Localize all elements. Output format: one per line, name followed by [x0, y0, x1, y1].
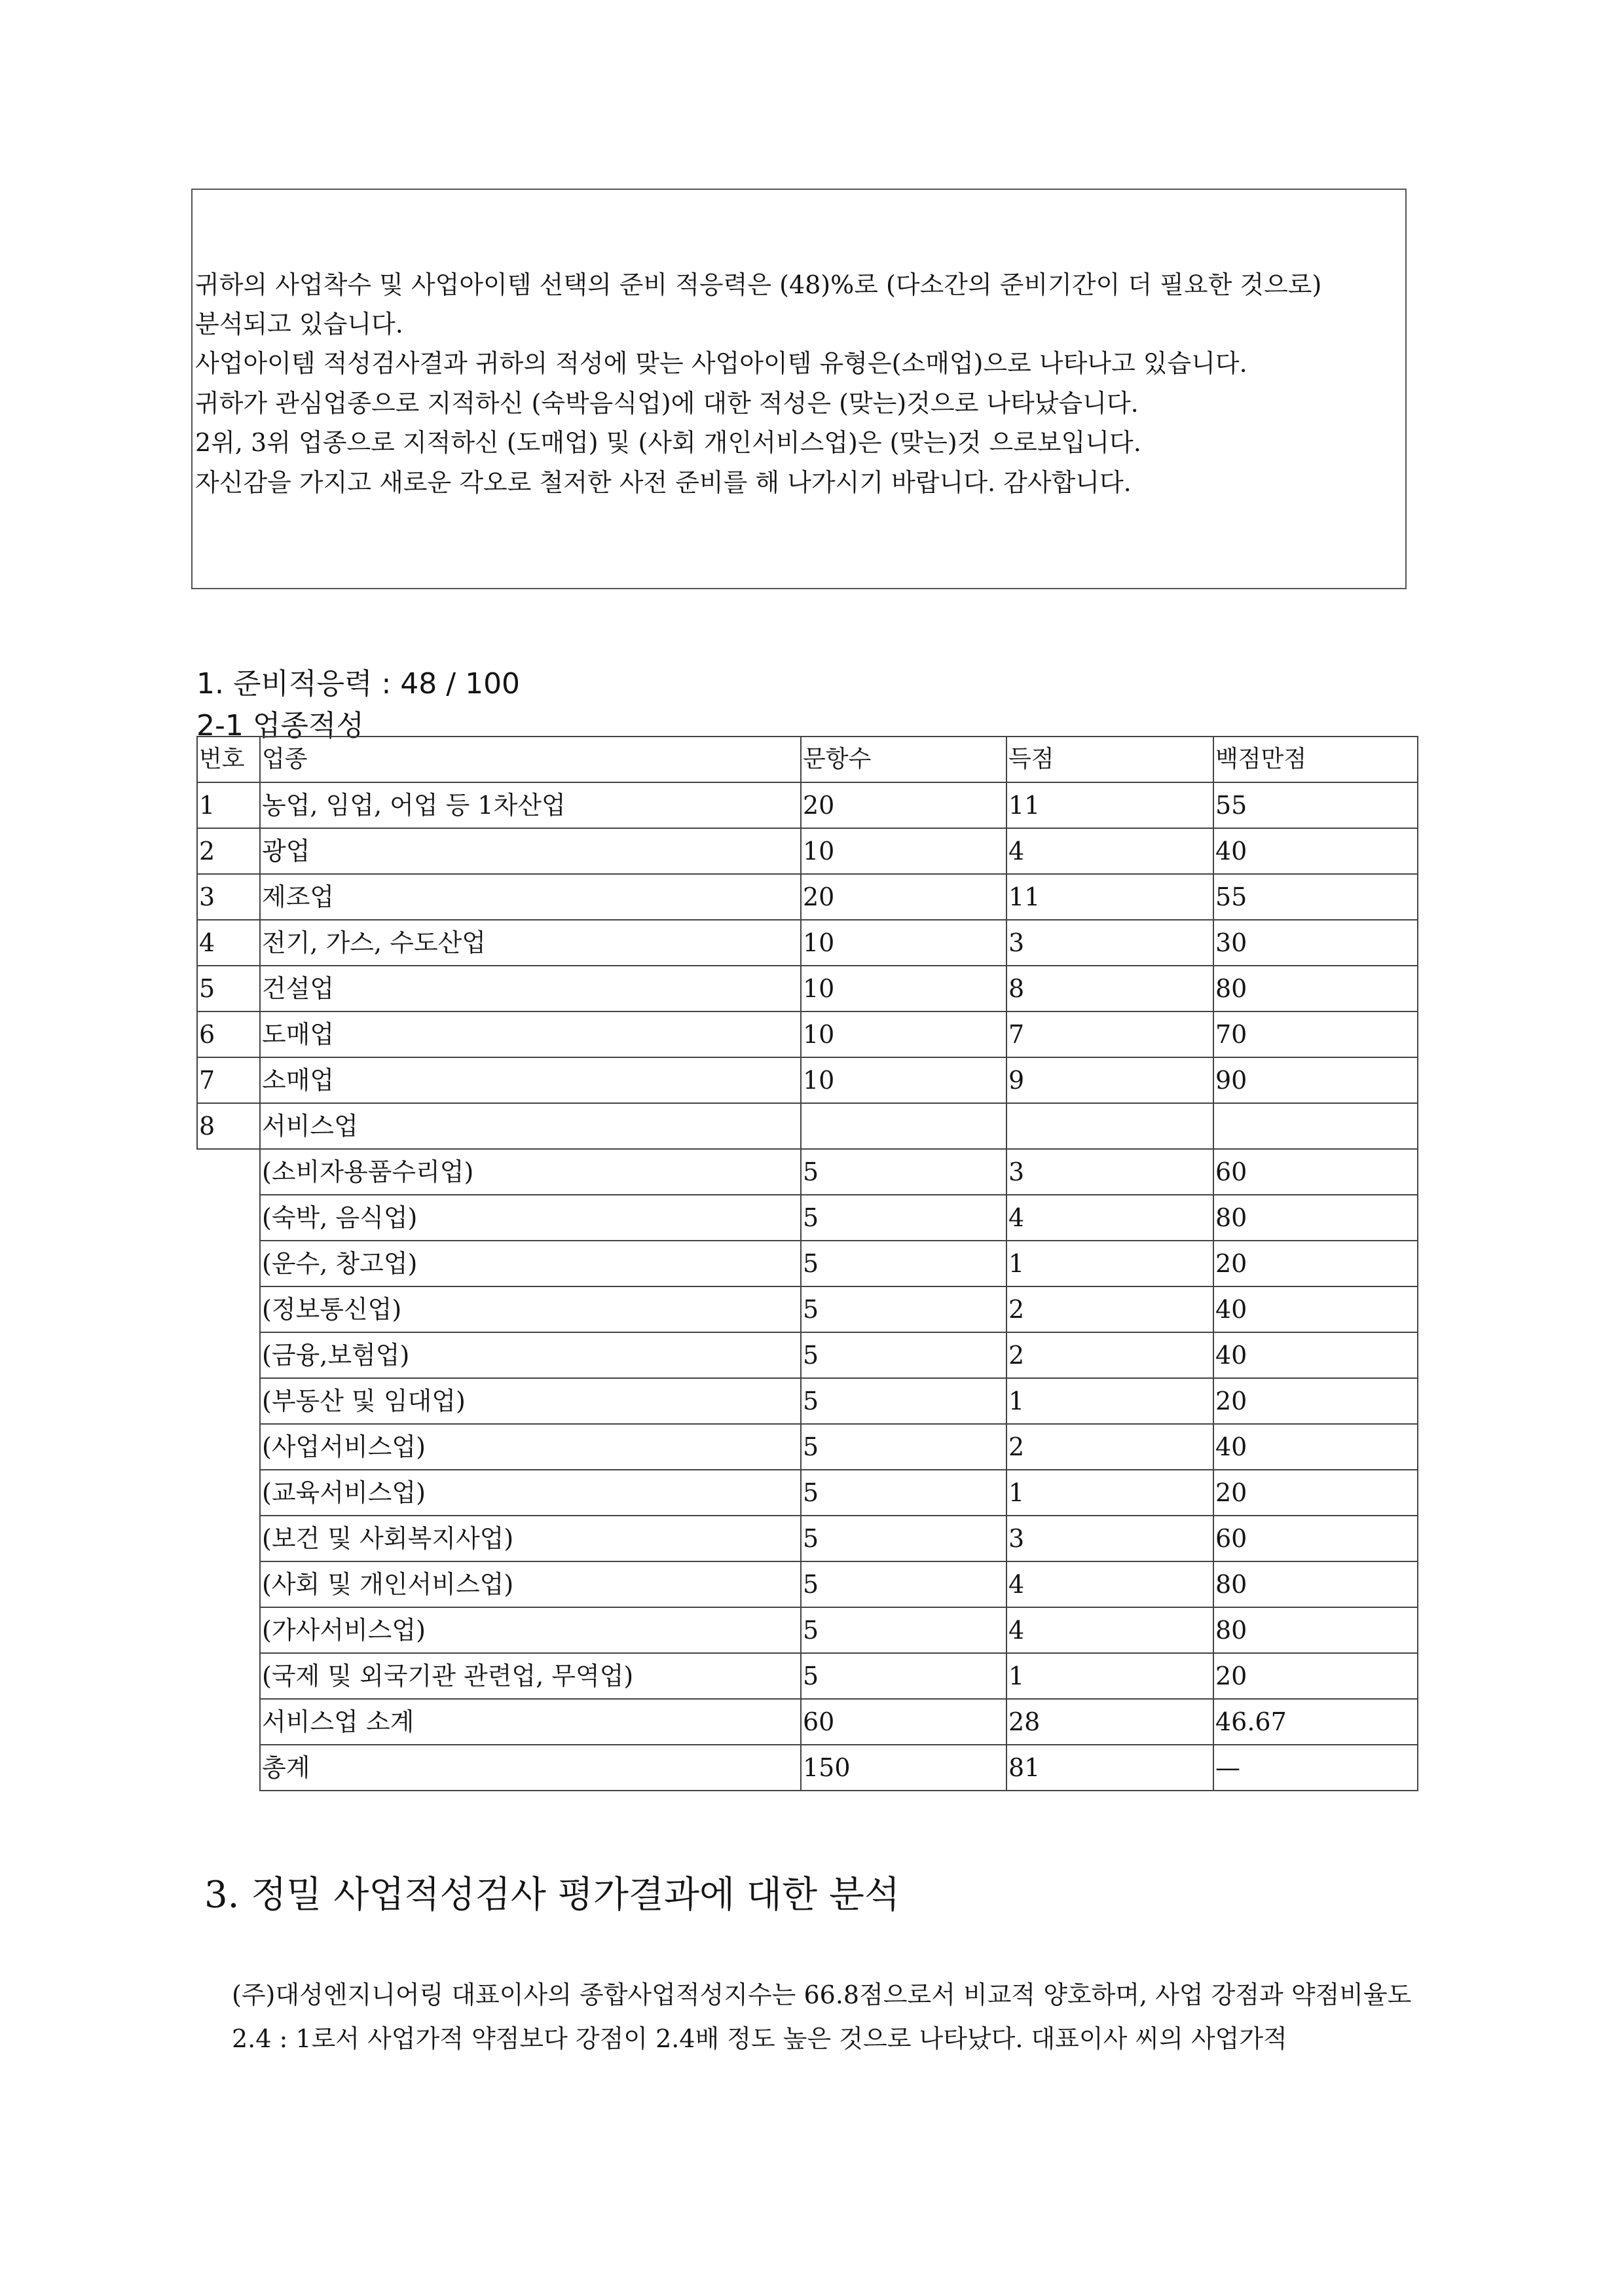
- table-cell: 10: [801, 966, 1006, 1011]
- empty-cell: [197, 1149, 260, 1195]
- table-cell: 20: [801, 874, 1006, 920]
- table-subrow: [197, 1195, 1418, 1241]
- table-subrow: [197, 1378, 1418, 1424]
- table-subrow: [197, 1332, 1418, 1378]
- header-cell: 업종: [260, 737, 801, 782]
- table-cell: 5: [801, 1241, 1006, 1286]
- table-cell: 28: [1006, 1699, 1213, 1745]
- table-cell: 3: [197, 874, 260, 920]
- table-cell: 총계: [260, 1745, 801, 1791]
- table-cell: 10: [801, 1011, 1006, 1057]
- industry-aptitude-table: [196, 736, 1418, 1791]
- table-cell: 3: [1006, 1149, 1213, 1195]
- table-cell: 4: [1006, 1607, 1213, 1653]
- table-cell: 20: [1213, 1470, 1418, 1516]
- table-cell: 150: [801, 1745, 1006, 1791]
- table-cell: 2: [1006, 1332, 1213, 1378]
- table-cell: 40: [1213, 1286, 1418, 1332]
- table-cell: 2: [197, 828, 260, 874]
- table-cell: [801, 1103, 1006, 1149]
- summary-line: 사업아이템 적성검사결과 귀하의 적성에 맞는 사업아이템 유형은(소매업)으로 나타나고 있습니다.: [195, 349, 1247, 378]
- empty-cell: [197, 1607, 260, 1653]
- table-cell: 서비스업 소계: [260, 1699, 801, 1745]
- table-cell: 5: [801, 1653, 1006, 1699]
- table-cell: 30: [1213, 920, 1418, 966]
- analysis-paragraph-line: (주)대성엔지니어링 대표이사의 종합사업적성지수는 66.8점으로서 비교적 양호하며, 사업 강점과 약점비율도: [232, 1980, 1412, 2009]
- table-cell: 서비스업: [260, 1103, 801, 1149]
- summary-line: 2위, 3위 업종으로 지적하신 (도매업) 및 (사회 개인서비스업)은 (맞는)것 으로보입니다.: [195, 428, 1141, 457]
- table-cell: 90: [1213, 1057, 1418, 1103]
- table-subrow: [197, 1149, 1418, 1195]
- table-cell: 60: [1213, 1149, 1418, 1195]
- table-cell: 81: [1006, 1745, 1213, 1791]
- table-row: [197, 920, 1418, 966]
- table-cell: 5: [801, 1424, 1006, 1470]
- table-cell: 5: [801, 1378, 1006, 1424]
- table-cell: 11: [1006, 874, 1213, 920]
- table-cell: (교육서비스업): [260, 1470, 801, 1516]
- empty-cell: [197, 1516, 260, 1561]
- table-cell: 80: [1213, 1561, 1418, 1607]
- table-row: [197, 874, 1418, 920]
- table-cell: 5: [801, 1149, 1006, 1195]
- summary-line: 귀하의 사업착수 및 사업아이템 선택의 준비 적응력은 (48)%로 (다소간의 준비기간이 더 필요한 것으로): [195, 270, 1322, 299]
- table-row: [197, 828, 1418, 874]
- table-cell: [1006, 1103, 1213, 1149]
- table-cell: 80: [1213, 966, 1418, 1011]
- header-cell: 득점: [1006, 737, 1213, 782]
- summary-line: 귀하가 관심업종으로 지적하신 (숙박음식업)에 대한 적성은 (맞는)것으로 나타났습니다.: [195, 389, 1139, 418]
- table-cell: 60: [1213, 1516, 1418, 1561]
- table-subtotal-row: [197, 1699, 1418, 1745]
- table-cell: 40: [1213, 1332, 1418, 1378]
- analysis-paragraph-line: 2.4 : 1로서 사업가적 약점보다 강점이 2.4배 정도 높은 것으로 나타났다. 대표이사 씨의 사업가적: [232, 2024, 1287, 2053]
- header-cell: 백점만점: [1213, 737, 1418, 782]
- table-cell: (운수, 창고업): [260, 1241, 801, 1286]
- table-subrow: [197, 1561, 1418, 1607]
- table-cell: 20: [1213, 1241, 1418, 1286]
- table-cell: 4: [197, 920, 260, 966]
- table-row: [197, 1011, 1418, 1057]
- table-cell: (보건 및 사회복지사업): [260, 1516, 801, 1561]
- table-cell: 농업, 임업, 어업 등 1차산업: [260, 782, 801, 828]
- table-cell: (사회 및 개인서비스업): [260, 1561, 801, 1607]
- table-cell: 제조업: [260, 874, 801, 920]
- table-cell: (가사서비스업): [260, 1607, 801, 1653]
- table-cell: 20: [801, 782, 1006, 828]
- table-cell: 20: [1213, 1378, 1418, 1424]
- table-cell: 10: [801, 920, 1006, 966]
- table-cell: 8: [1006, 966, 1213, 1011]
- table-cell: 46.67: [1213, 1699, 1418, 1745]
- table-cell: 1: [1006, 1378, 1213, 1424]
- empty-cell: [197, 1561, 260, 1607]
- table-cell: (정보통신업): [260, 1286, 801, 1332]
- empty-cell: [197, 1699, 260, 1745]
- section2-title: 2-1 업종적성: [196, 709, 364, 742]
- table-cell: 5: [801, 1332, 1006, 1378]
- table-cell: 소매업: [260, 1057, 801, 1103]
- summary-line: 분석되고 있습니다.: [195, 310, 403, 338]
- table-cell: 70: [1213, 1011, 1418, 1057]
- table-cell: 20: [1213, 1653, 1418, 1699]
- table-row: [197, 1103, 1418, 1149]
- table-header-row: [197, 737, 1418, 782]
- section3-title: 3. 정밀 사업적성검사 평가결과에 대한 분석: [204, 1874, 900, 1916]
- table-subrow: [197, 1516, 1418, 1561]
- table-subrow: [197, 1424, 1418, 1470]
- table-cell: 건설업: [260, 966, 801, 1011]
- table-subrow: [197, 1470, 1418, 1516]
- empty-cell: [197, 1470, 260, 1516]
- table-cell: 80: [1213, 1607, 1418, 1653]
- table-cell: 5: [801, 1195, 1006, 1241]
- table-cell: 3: [1006, 920, 1213, 966]
- table-cell: 60: [801, 1699, 1006, 1745]
- table-cell: 1: [1006, 1470, 1213, 1516]
- table-cell: (국제 및 외국기관 관련업, 무역업): [260, 1653, 801, 1699]
- table-subrow: [197, 1607, 1418, 1653]
- empty-cell: [197, 1195, 260, 1241]
- table-cell: 11: [1006, 782, 1213, 828]
- table-cell: 5: [801, 1561, 1006, 1607]
- table-cell: (금융,보험업): [260, 1332, 801, 1378]
- table-cell: 1: [197, 782, 260, 828]
- table-subrow: [197, 1653, 1418, 1699]
- table-cell: 5: [801, 1286, 1006, 1332]
- table-cell: 2: [1006, 1286, 1213, 1332]
- table-cell: 3: [1006, 1516, 1213, 1561]
- table-cell: 10: [801, 828, 1006, 874]
- table-total-row: [197, 1745, 1418, 1791]
- table-cell: 40: [1213, 828, 1418, 874]
- header-cell: 문항수: [801, 737, 1006, 782]
- table-cell: 5: [197, 966, 260, 1011]
- table-cell: 7: [1006, 1011, 1213, 1057]
- empty-cell: [197, 1378, 260, 1424]
- header-cell: 번호: [197, 737, 260, 782]
- table-row: [197, 1057, 1418, 1103]
- table-cell: 6: [197, 1011, 260, 1057]
- table-cell: 4: [1006, 1195, 1213, 1241]
- table-cell: (소비자용품수리업): [260, 1149, 801, 1195]
- table-cell: 55: [1213, 874, 1418, 920]
- table-cell: 1: [1006, 1241, 1213, 1286]
- table-subrow: [197, 1286, 1418, 1332]
- table-cell: 1: [1006, 1653, 1213, 1699]
- empty-cell: [197, 1653, 260, 1699]
- table-cell: 광업: [260, 828, 801, 874]
- table-cell: 5: [801, 1516, 1006, 1561]
- table-cell: 10: [801, 1057, 1006, 1103]
- table-cell: 2: [1006, 1424, 1213, 1470]
- empty-cell: [197, 1424, 260, 1470]
- empty-cell: [197, 1745, 260, 1791]
- table-cell: 4: [1006, 1561, 1213, 1607]
- table-cell: (사업서비스업): [260, 1424, 801, 1470]
- table-cell: [1213, 1103, 1418, 1149]
- summary-line: 자신감을 가지고 새로운 각오로 철저한 사전 준비를 해 나가시기 바랍니다. 감사합니다.: [195, 468, 1132, 497]
- section1-title: 1. 준비적응력 : 48 / 100: [196, 667, 521, 701]
- table-cell: 5: [801, 1470, 1006, 1516]
- table-cell: (숙박, 음식업): [260, 1195, 801, 1241]
- table-cell: 5: [801, 1607, 1006, 1653]
- table-row: [197, 782, 1418, 828]
- table-cell: 9: [1006, 1057, 1213, 1103]
- empty-cell: [197, 1286, 260, 1332]
- table-cell: 전기, 가스, 수도산업: [260, 920, 801, 966]
- empty-cell: [197, 1241, 260, 1286]
- table-cell: 40: [1213, 1424, 1418, 1470]
- table-cell: 4: [1006, 828, 1213, 874]
- table-subrow: [197, 1241, 1418, 1286]
- table-cell: (부동산 및 임대업): [260, 1378, 801, 1424]
- table-cell: 7: [197, 1057, 260, 1103]
- empty-cell: [197, 1332, 260, 1378]
- table-cell: 55: [1213, 782, 1418, 828]
- table-cell: 8: [197, 1103, 260, 1149]
- table-cell: 80: [1213, 1195, 1418, 1241]
- table-cell: —: [1213, 1745, 1418, 1791]
- table-cell: 도매업: [260, 1011, 801, 1057]
- table-row: [197, 966, 1418, 1011]
